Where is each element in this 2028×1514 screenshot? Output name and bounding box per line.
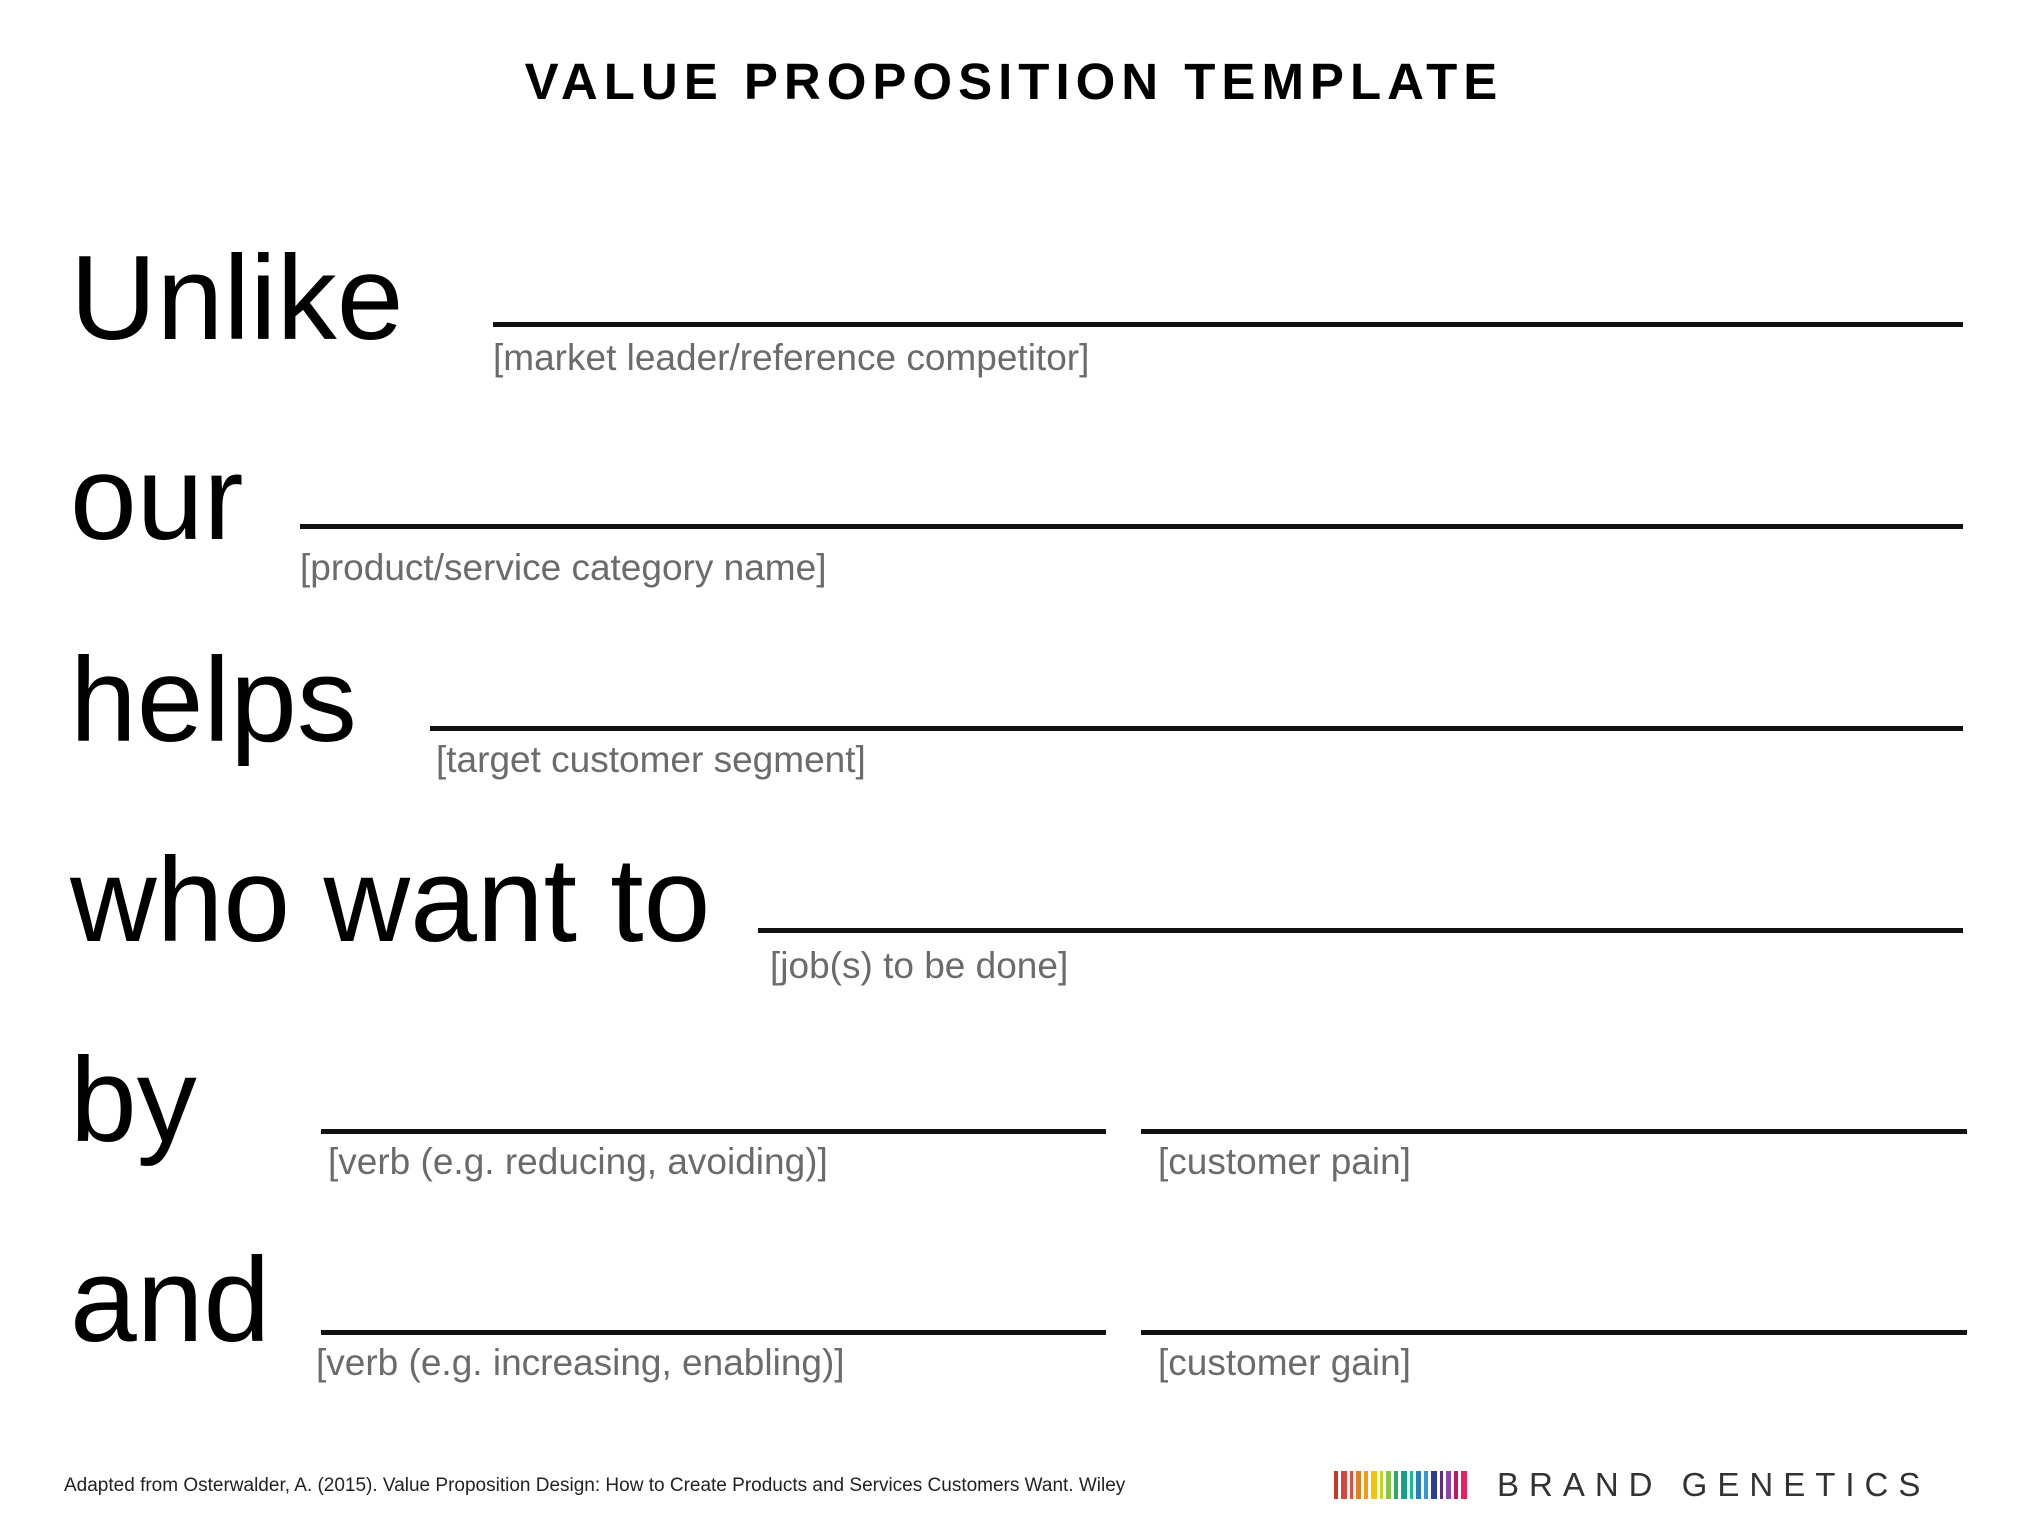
brand-color-bar: [1446, 1471, 1451, 1499]
brand-color-bar: [1454, 1471, 1458, 1499]
brand-color-bars: [1334, 1471, 1467, 1499]
brand-genetics-logo: [1334, 1466, 1931, 1503]
row-word-helps: helps: [70, 633, 357, 767]
row-word-and: and: [70, 1233, 271, 1367]
brand-color-bar: [1371, 1471, 1377, 1499]
brand-color-bar: [1364, 1471, 1368, 1499]
blank-line-segment[interactable]: [430, 726, 1963, 731]
brand-name: BRAND GENETICS: [1497, 1466, 1931, 1503]
brand-color-bar: [1341, 1471, 1347, 1499]
row-word-by: by: [70, 1033, 197, 1167]
hint-segment: [target customer segment]: [436, 739, 866, 780]
hint-category: [product/service category name]: [300, 547, 827, 588]
brand-color-bar: [1386, 1471, 1391, 1499]
brand-color-bar: [1461, 1471, 1467, 1499]
blank-line-customer-gain[interactable]: [1141, 1330, 1967, 1335]
page-title: VALUE PROPOSITION TEMPLATE: [524, 53, 1504, 110]
brand-color-bar: [1356, 1471, 1361, 1499]
brand-color-bar: [1410, 1471, 1413, 1499]
hint-gain-verb: [verb (e.g. increasing, enabling)]: [316, 1342, 845, 1383]
blank-line-pain-verb[interactable]: [321, 1129, 1106, 1134]
blank-line-gain-verb[interactable]: [321, 1330, 1106, 1335]
hint-jobs: [job(s) to be done]: [770, 945, 1069, 986]
row-word-unlike: Unlike: [70, 231, 404, 365]
brand-color-bar: [1431, 1471, 1437, 1499]
row-word-our: our: [70, 431, 244, 565]
brand-color-bar: [1424, 1471, 1428, 1499]
blank-line-category[interactable]: [300, 524, 1963, 529]
citation-text: Adapted from Osterwalder, A. (2015). Value Proposition Design: How to Create Products and Services Customers Want. Wiley: [64, 1475, 1126, 1496]
hint-customer-pain: [customer pain]: [1158, 1141, 1411, 1182]
brand-color-bar: [1440, 1471, 1443, 1499]
hint-competitor: [market leader/reference competitor]: [493, 337, 1090, 378]
hint-customer-gain: [customer gain]: [1158, 1342, 1411, 1383]
brand-color-bar: [1350, 1471, 1353, 1499]
brand-color-bar: [1401, 1471, 1407, 1499]
brand-color-bar: [1334, 1471, 1338, 1499]
hint-pain-verb: [verb (e.g. reducing, avoiding)]: [328, 1141, 828, 1182]
blank-line-competitor[interactable]: [493, 322, 1963, 327]
row-word-who-want-to: who want to: [70, 833, 711, 967]
blank-line-jobs[interactable]: [758, 928, 1963, 933]
brand-color-bar: [1416, 1471, 1421, 1499]
brand-color-bar: [1394, 1471, 1398, 1499]
blank-line-customer-pain[interactable]: [1141, 1129, 1967, 1134]
brand-color-bar: [1380, 1471, 1383, 1499]
